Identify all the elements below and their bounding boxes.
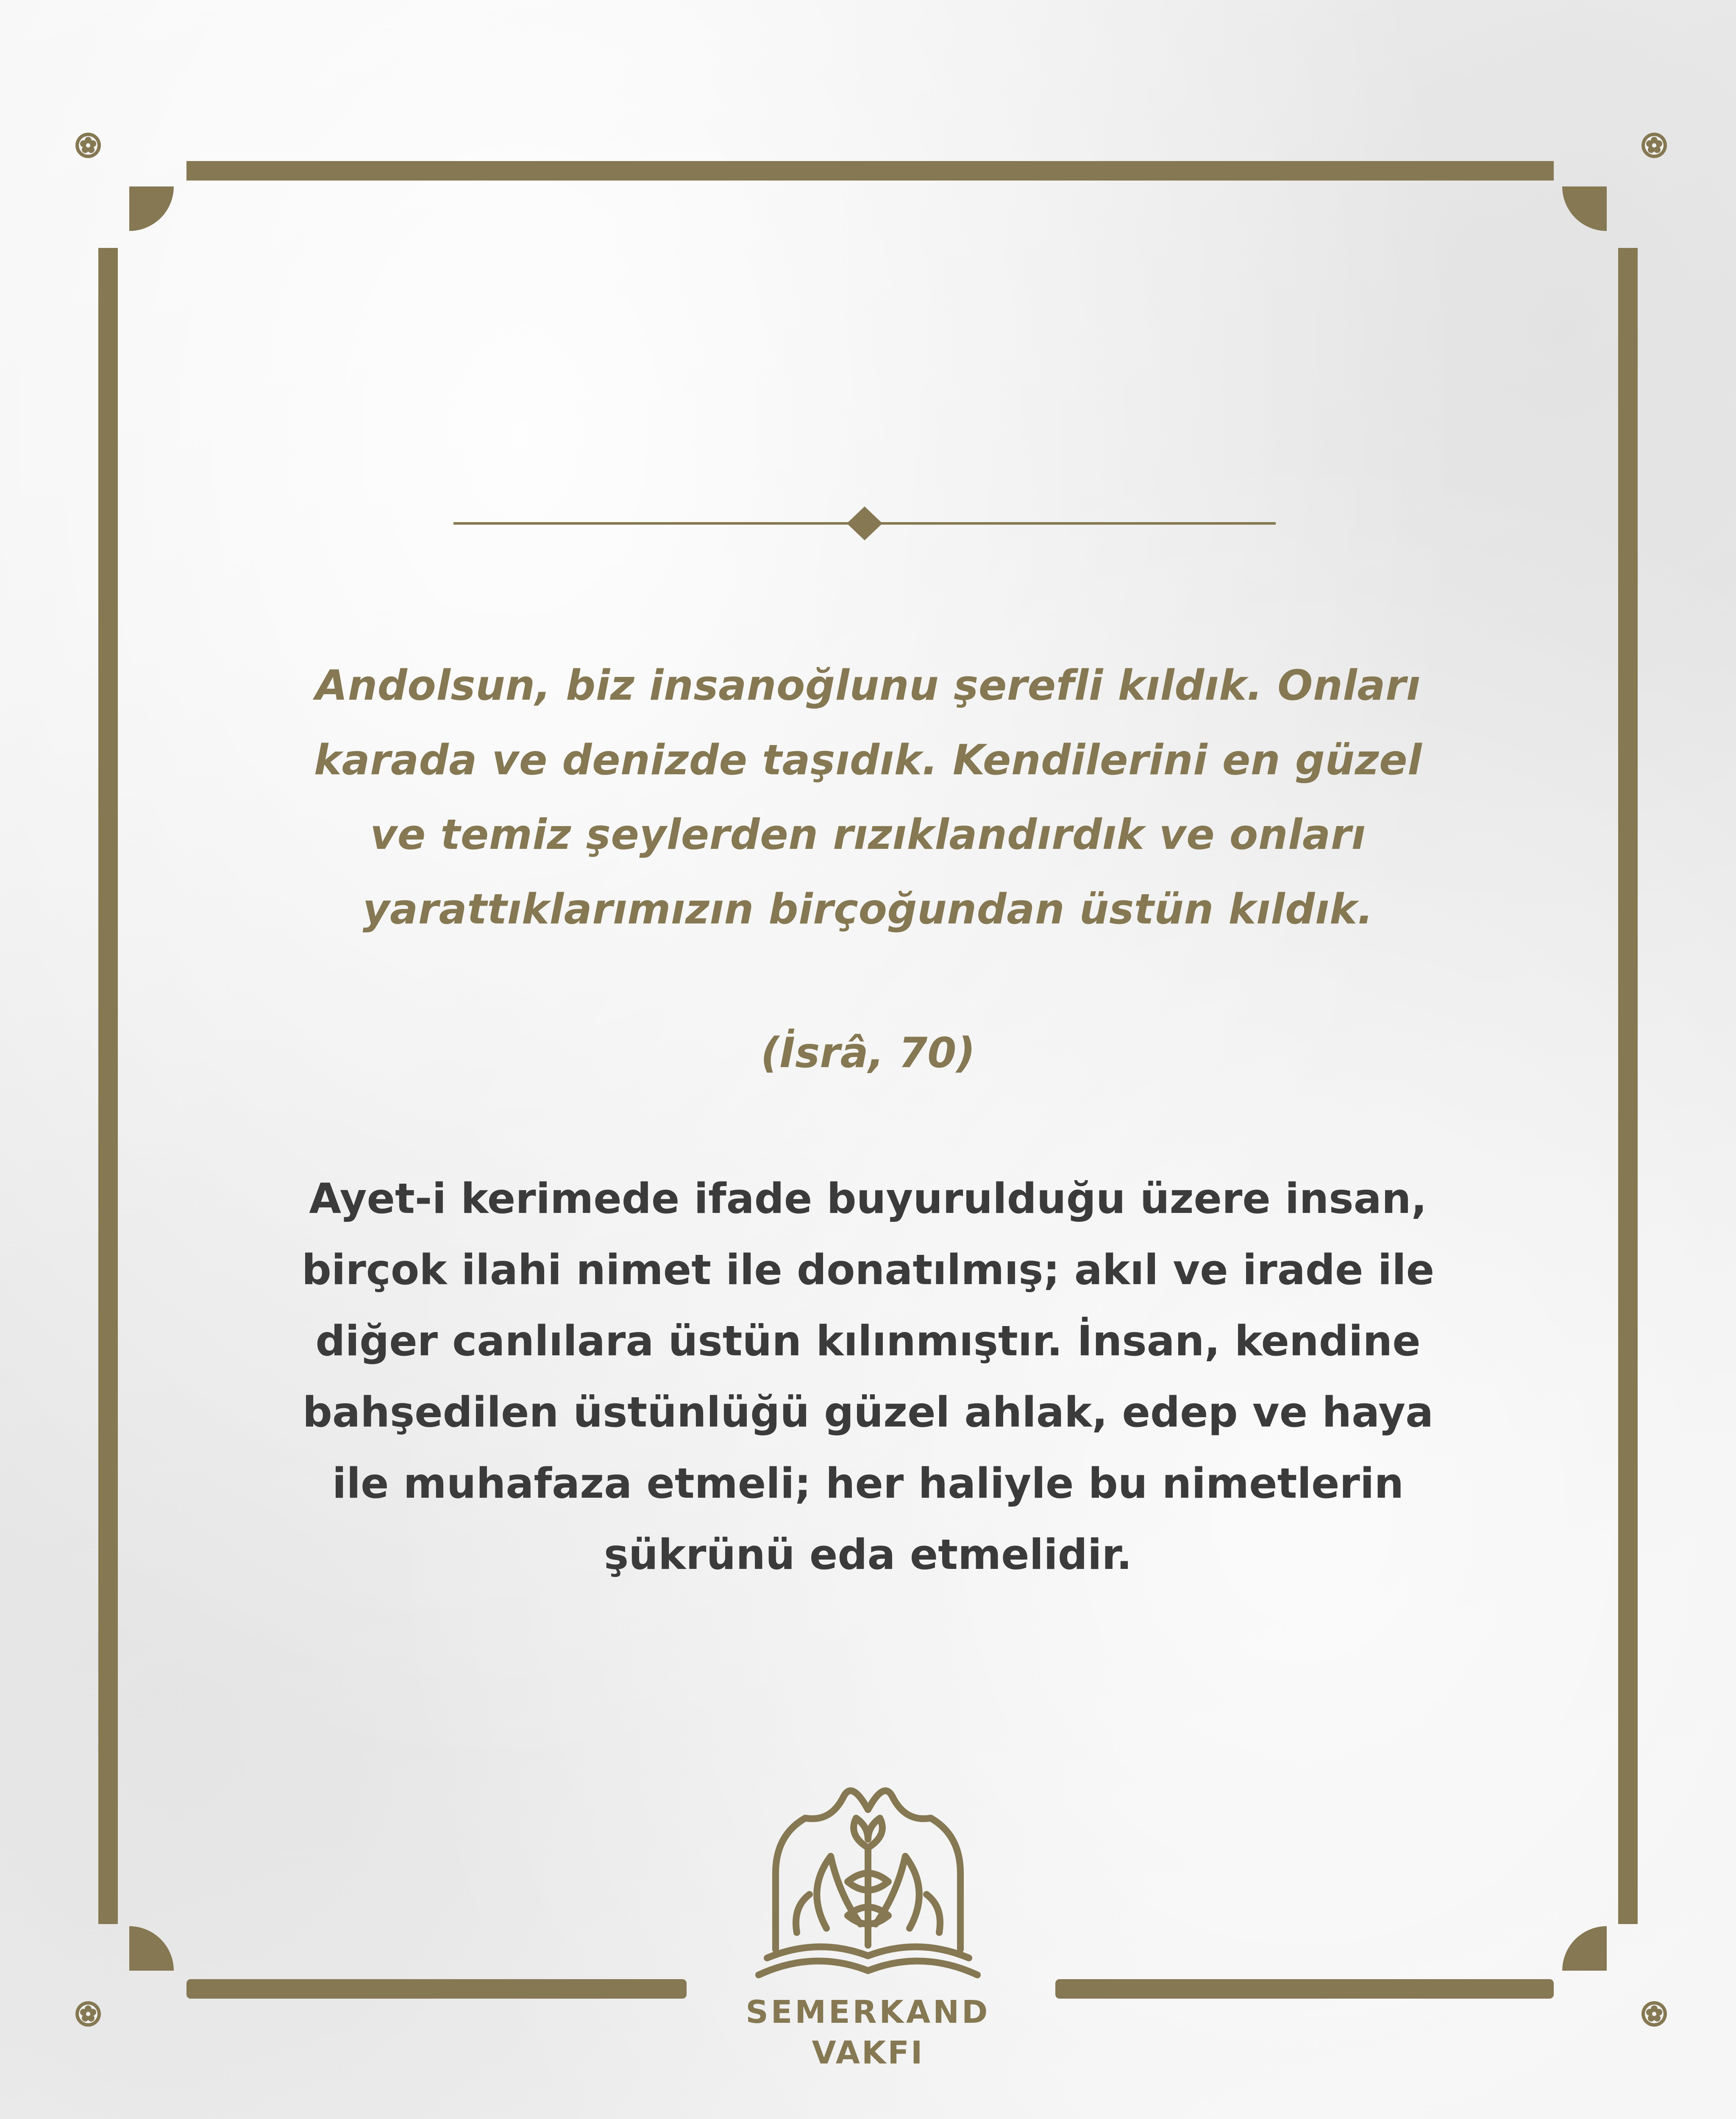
frame-bottom-right-bar [1055, 1979, 1554, 1999]
verse-line: yarattıklarımızın birçoğundan üstün kıldık. [362, 885, 1374, 934]
frame-right-bar [1618, 248, 1638, 1924]
frame-bottom-left-bar [186, 1979, 687, 1999]
verse-source: (İsrâ, 70) [760, 1029, 976, 1077]
commentary-line: birçok ilahi nimet ile donatılmış; akıl ve irade ile [301, 1246, 1435, 1294]
frame-left-bar [98, 248, 118, 1924]
frame-corner-top-left [129, 186, 174, 231]
commentary-line: şükrünü eda etmelidir. [604, 1531, 1132, 1579]
divider [453, 506, 1276, 540]
frame-top-bar [186, 161, 1554, 181]
logo-name: SEMERKAND [746, 1994, 990, 2030]
frame-corner-top-right [1562, 186, 1607, 231]
semerkand-emblem-icon [759, 1791, 977, 1975]
verse-line: ve temiz şeylerden rızıklandırdık ve onları [370, 811, 1366, 859]
rosette-icon [75, 133, 101, 158]
verse-text [271, 648, 1465, 947]
verse-line: karada ve denizde taşıdık. Kendilerini en güzel [314, 736, 1422, 784]
commentary-line: ile muhafaza etmeli; her haliyle bu nimetlerin [332, 1460, 1404, 1508]
rosette-icon [1641, 2001, 1667, 2027]
logo-subtitle: VAKFI [812, 2035, 924, 2071]
commentary-text [271, 1163, 1465, 1591]
rosette-icon [75, 2001, 101, 2027]
frame-corner-bottom-right [1562, 1926, 1607, 1971]
commentary-line: Ayet-i kerimede ifade buyurulduğu üzere insan, [309, 1175, 1427, 1223]
commentary-line: diğer canlılara üstün kılınmıştır. İnsan, kendine [315, 1317, 1421, 1365]
verse-line: Andolsun, biz insanoğlunu şerefli kıldık. Onları [315, 662, 1421, 710]
commentary-line: bahşedilen üstünlüğü güzel ahlak, edep ve haya [302, 1388, 1434, 1437]
frame-corner-bottom-left [129, 1926, 174, 1971]
rosette-icon [1641, 133, 1667, 158]
diamond-icon [847, 506, 882, 540]
logo [678, 1992, 1058, 2073]
